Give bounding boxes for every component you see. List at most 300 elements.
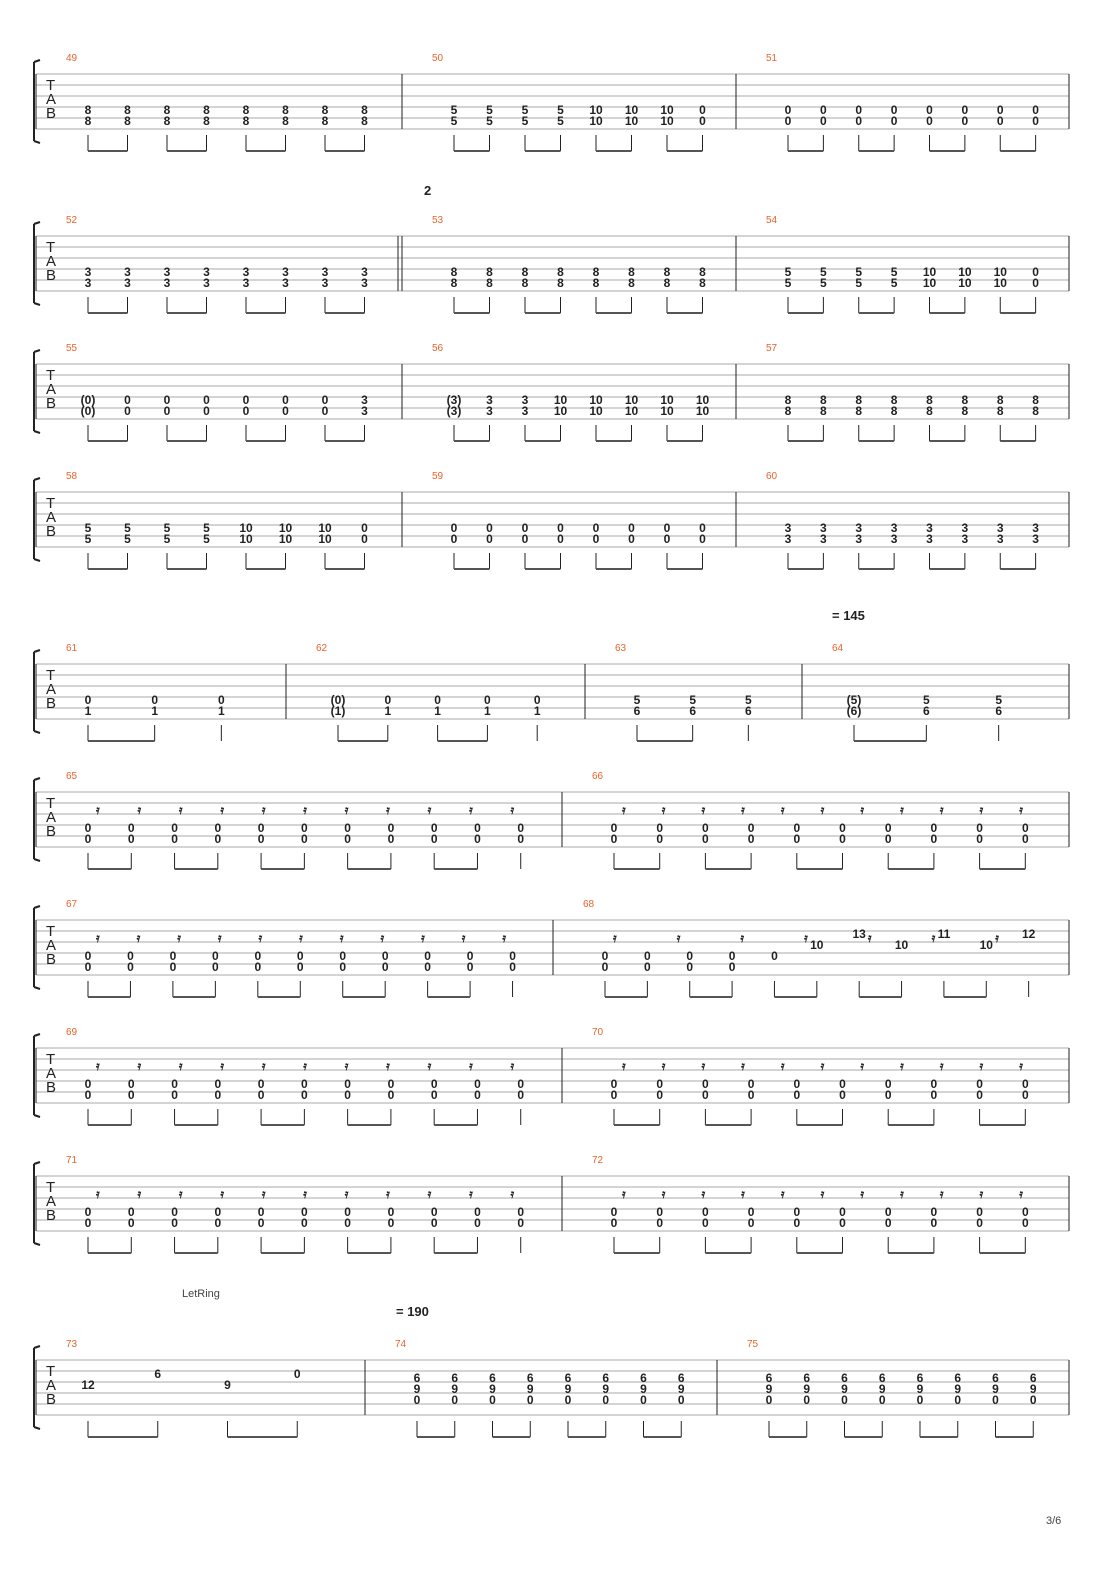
- fret-number: 0: [976, 821, 983, 835]
- fret-number: 12: [81, 1378, 95, 1392]
- fret-number: 5: [557, 103, 564, 117]
- rest-symbol: 𝄿: [676, 931, 681, 945]
- fret-number: 5: [820, 265, 827, 279]
- system-bracket: [34, 60, 40, 143]
- tab-clef-letter: B: [46, 267, 57, 284]
- fret-number: 8: [282, 103, 289, 117]
- fret-number: 0: [282, 404, 289, 418]
- fret-number: 0: [339, 949, 347, 963]
- fret-number: 6: [744, 704, 752, 718]
- measure: [66, 471, 368, 569]
- fret-number: 0: [430, 1216, 438, 1230]
- rest-symbol: 𝄿: [386, 1059, 390, 1073]
- fret-number: 0: [702, 1077, 709, 1091]
- fret-number: 9: [954, 1382, 962, 1396]
- tab-system: [34, 1155, 1069, 1253]
- fret-number: 0: [517, 1205, 525, 1219]
- rest-symbol: 𝄿: [995, 931, 999, 945]
- fret-number: 10: [624, 114, 639, 128]
- rest-symbol: 𝄿: [137, 803, 142, 817]
- rest-symbol: 𝄿: [177, 931, 181, 945]
- fret-number: 0: [564, 1393, 572, 1407]
- rest-symbol: 𝄿: [701, 1059, 706, 1073]
- fret-number: 6: [640, 1371, 647, 1385]
- fret-number: 5: [521, 103, 529, 117]
- fret-number: 0: [127, 1077, 135, 1091]
- fret-number: 0: [301, 1216, 308, 1230]
- fret-number: 8: [855, 404, 863, 418]
- fret-number: 3: [996, 532, 1004, 546]
- fret-number: 5: [203, 532, 210, 546]
- fret-number: 8: [124, 103, 131, 117]
- fret-number: 8: [926, 404, 933, 418]
- fret-number: 10: [894, 938, 909, 952]
- fret-number: 6: [878, 1371, 886, 1385]
- fret-number: 0: [434, 693, 441, 707]
- fret-number: 0: [686, 949, 694, 963]
- fret-number: 0: [212, 949, 219, 963]
- fret-number: 0: [699, 521, 706, 535]
- fret-number: 0: [890, 103, 898, 117]
- fret-number: 0: [127, 1205, 135, 1219]
- fret-number: 6: [633, 704, 641, 718]
- measure: [66, 643, 225, 741]
- fret-number: 0: [214, 1088, 222, 1102]
- rest-symbol: 𝄿: [820, 1187, 825, 1201]
- fret-number: 0: [214, 832, 222, 846]
- fret-number: 8: [996, 393, 1004, 407]
- fret-number: 8: [242, 103, 250, 117]
- tab-clef-letter: B: [46, 523, 57, 540]
- fret-number: 0: [212, 960, 219, 974]
- fret-number: 0: [992, 1393, 999, 1407]
- fret-number: 0: [430, 832, 438, 846]
- measure: [747, 1339, 1037, 1437]
- measure-number: 54: [766, 215, 778, 226]
- fret-number: 0: [644, 960, 651, 974]
- tab-clef-letter: A: [46, 1377, 57, 1394]
- measure-number: 74: [395, 1339, 407, 1350]
- fret-number: 0: [517, 832, 525, 846]
- fret-number: 10: [278, 521, 293, 535]
- tab-clef-letter: A: [46, 937, 57, 954]
- fret-number: 6: [765, 1371, 773, 1385]
- rest-symbol: 𝄿: [510, 1059, 515, 1073]
- fret-number: 8: [926, 393, 933, 407]
- fret-number: 0: [413, 1393, 421, 1407]
- system-bracket: [34, 222, 40, 305]
- tab-clef-letter: A: [46, 91, 57, 108]
- rest-symbol: 𝄿: [867, 931, 872, 945]
- fret-number: 0: [930, 832, 938, 846]
- fret-number: 8: [784, 404, 792, 418]
- fret-number: 6: [413, 1371, 421, 1385]
- fret-number: 10: [278, 532, 293, 546]
- fret-number: 0: [293, 1367, 301, 1381]
- rest-symbol: 𝄿: [96, 803, 100, 817]
- fret-number: 0: [344, 1077, 351, 1091]
- fret-number: 6: [1029, 1371, 1037, 1385]
- fret-number: 8: [628, 265, 635, 279]
- rest-symbol: 𝄿: [939, 1059, 944, 1073]
- tab-clef-letter: A: [46, 1193, 57, 1210]
- fret-number: (0): [80, 393, 96, 407]
- rest-symbol: 𝄿: [178, 803, 183, 817]
- fret-number: 0: [171, 1205, 178, 1219]
- fret-number: 0: [84, 1205, 92, 1219]
- fret-number: 8: [890, 404, 898, 418]
- fret-number: 0: [127, 832, 135, 846]
- fret-number: 0: [254, 960, 262, 974]
- measure: [832, 643, 1002, 741]
- fret-number: 8: [557, 265, 564, 279]
- fret-number: 5: [84, 532, 92, 546]
- rest-symbol: 𝄿: [502, 931, 507, 945]
- rest-symbol: 𝄿: [427, 803, 432, 817]
- measure: [66, 771, 524, 869]
- fret-number: 6: [922, 704, 930, 718]
- fret-number: 6: [803, 1371, 811, 1385]
- fret-number: 0: [242, 393, 250, 407]
- fret-number: 10: [922, 265, 937, 279]
- fret-number: 8: [163, 114, 171, 128]
- tab-system: [34, 53, 1069, 151]
- fret-number: 10: [589, 404, 603, 418]
- fret-number: 0: [169, 949, 177, 963]
- fret-number: 3: [961, 521, 969, 535]
- fret-number: 0: [387, 1088, 395, 1102]
- fret-number: 0: [656, 821, 664, 835]
- fret-number: 0: [344, 1088, 351, 1102]
- measure: [592, 1027, 1029, 1125]
- fret-number: 0: [344, 821, 351, 835]
- systems-layer: [34, 53, 1069, 1437]
- rest-symbol: 𝄿: [931, 931, 936, 945]
- rest-symbol: 𝄿: [303, 1187, 307, 1201]
- fret-number: 0: [747, 1216, 755, 1230]
- fret-number: 8: [996, 404, 1004, 418]
- fret-number: 0: [124, 404, 131, 418]
- fret-number: 0: [1021, 832, 1029, 846]
- fret-number: 0: [803, 1393, 811, 1407]
- fret-number: 3: [163, 276, 171, 290]
- fret-number: 0: [930, 821, 938, 835]
- fret-number: 10: [979, 938, 993, 952]
- fret-number: 0: [384, 693, 392, 707]
- measure: [316, 643, 541, 741]
- fret-number: 3: [124, 276, 131, 290]
- fret-number: 0: [344, 1205, 351, 1219]
- fret-number: 0: [321, 404, 329, 418]
- measure-number: 68: [583, 899, 595, 910]
- rest-symbol: 𝄿: [469, 1187, 473, 1201]
- rest-symbol: 𝄿: [220, 1059, 225, 1073]
- fret-number: 0: [686, 960, 694, 974]
- fret-number: 5: [855, 276, 863, 290]
- fret-number: (3): [446, 404, 462, 418]
- fret-number: 0: [1032, 276, 1039, 290]
- fret-number: 6: [451, 1371, 459, 1385]
- tab-system: [34, 343, 1069, 441]
- fret-number: 6: [602, 1371, 610, 1385]
- fret-number: 8: [961, 393, 969, 407]
- fret-number: 0: [610, 821, 618, 835]
- rest-symbol: 𝄿: [137, 1187, 142, 1201]
- fret-number: 0: [747, 821, 755, 835]
- fret-number: 0: [84, 1216, 92, 1230]
- fret-number: 0: [84, 693, 92, 707]
- fret-number: 0: [728, 960, 736, 974]
- tab-system: [34, 1339, 1069, 1437]
- measure: [66, 1155, 524, 1253]
- fret-number: 0: [557, 532, 564, 546]
- fret-number: 10: [624, 404, 639, 418]
- rest-symbol: 𝄿: [661, 1059, 666, 1073]
- fret-number: 5: [820, 276, 827, 290]
- fret-number: 5: [84, 521, 92, 535]
- fret-number: 0: [517, 1077, 525, 1091]
- fret-number: 3: [486, 393, 493, 407]
- tab-clef-letter: B: [46, 823, 57, 840]
- fret-number: 8: [890, 393, 898, 407]
- measure: [66, 899, 516, 997]
- rest-symbol: 𝄿: [741, 803, 745, 817]
- fret-number: 0: [839, 821, 846, 835]
- measure: [66, 215, 368, 313]
- rest-symbol: 𝄿: [900, 1187, 904, 1201]
- fret-number: 5: [855, 265, 863, 279]
- fret-number: 8: [663, 276, 671, 290]
- fret-number: 8: [282, 114, 289, 128]
- fret-number: 0: [610, 1077, 618, 1091]
- fret-number: 0: [257, 1088, 265, 1102]
- tab-clef-letter: B: [46, 1079, 57, 1096]
- fret-number: 10: [660, 393, 674, 407]
- fret-number: 5: [890, 276, 898, 290]
- fret-number: 0: [296, 960, 304, 974]
- rest-symbol: 𝄿: [386, 1187, 390, 1201]
- fret-number: 8: [321, 114, 329, 128]
- fret-number: 0: [217, 693, 225, 707]
- fret-number: 0: [84, 960, 92, 974]
- fret-number: 8: [820, 393, 827, 407]
- fret-number: 3: [361, 393, 368, 407]
- fret-number: 0: [930, 1216, 938, 1230]
- fret-number: 10: [318, 532, 332, 546]
- fret-number: 0: [656, 1216, 664, 1230]
- fret-number: 9: [564, 1382, 572, 1396]
- fret-number: 0: [171, 821, 178, 835]
- fret-number: 0: [84, 821, 92, 835]
- fret-number: 0: [257, 832, 265, 846]
- fret-number: 3: [1032, 532, 1039, 546]
- fret-number: 0: [84, 832, 92, 846]
- fret-number: 0: [344, 832, 351, 846]
- tab-clef-letter: T: [46, 1363, 56, 1380]
- fret-number: 8: [1032, 404, 1039, 418]
- measure-number: 49: [66, 53, 78, 64]
- system-bracket: [34, 650, 40, 733]
- fret-number: 9: [878, 1382, 886, 1396]
- fret-number: 11: [937, 927, 951, 941]
- rest-symbol: 𝄿: [701, 1187, 706, 1201]
- fret-number: 10: [624, 103, 639, 117]
- fret-number: 12: [1021, 927, 1036, 941]
- fret-number: 0: [84, 1077, 92, 1091]
- fret-number: 10: [589, 103, 603, 117]
- tab-system: [34, 471, 1069, 569]
- fret-number: 0: [890, 114, 898, 128]
- rest-symbol: 𝄿: [860, 1187, 865, 1201]
- fret-number: 9: [526, 1382, 534, 1396]
- fret-number: 0: [257, 1205, 265, 1219]
- fret-number: 8: [450, 276, 458, 290]
- fret-number: 0: [381, 960, 389, 974]
- fret-number: 0: [169, 960, 177, 974]
- rest-symbol: 𝄿: [344, 803, 349, 817]
- fret-number: 0: [127, 1216, 135, 1230]
- measure: [766, 53, 1039, 151]
- rest-symbol: 𝄿: [900, 1059, 904, 1073]
- fret-number: 0: [793, 1216, 801, 1230]
- fret-number: 6: [954, 1371, 962, 1385]
- fret-number: 0: [451, 1393, 459, 1407]
- fret-number: 1: [84, 704, 92, 718]
- fret-number: 3: [321, 276, 329, 290]
- fret-number: 0: [430, 1077, 438, 1091]
- rest-symbol: 𝄿: [261, 1187, 266, 1201]
- fret-number: 0: [640, 1393, 647, 1407]
- measure: [66, 53, 368, 151]
- fret-number: 0: [884, 1205, 892, 1219]
- fret-number: 3: [361, 404, 368, 418]
- rest-symbol: 𝄿: [661, 803, 666, 817]
- fret-number: 0: [784, 114, 792, 128]
- measure-number: 50: [432, 53, 444, 64]
- fret-number: 0: [214, 1216, 222, 1230]
- fret-number: 0: [820, 114, 827, 128]
- section-number: 2: [424, 183, 432, 198]
- rest-symbol: 𝄿: [939, 1187, 944, 1201]
- fret-number: 0: [976, 832, 983, 846]
- fret-number: 0: [387, 1077, 395, 1091]
- rest-symbol: 𝄿: [780, 1187, 785, 1201]
- fret-number: 0: [301, 1077, 308, 1091]
- fret-number: (1): [330, 704, 346, 718]
- measure: [592, 771, 1029, 869]
- fret-number: 0: [424, 960, 431, 974]
- fret-number: 5: [486, 114, 493, 128]
- fret-number: 0: [820, 103, 827, 117]
- fret-number: 0: [430, 1088, 438, 1102]
- fret-number: 8: [84, 114, 92, 128]
- fret-number: 6: [564, 1371, 572, 1385]
- tab-system: [34, 643, 1069, 741]
- fret-number: 3: [124, 265, 131, 279]
- fret-number: 3: [321, 265, 329, 279]
- rest-symbol: 𝄿: [900, 803, 904, 817]
- fret-number: 0: [610, 1216, 618, 1230]
- fret-number: 10: [660, 404, 674, 418]
- tab-clef-letter: T: [46, 1051, 56, 1068]
- fret-number: 5: [124, 521, 131, 535]
- fret-number: 0: [387, 1205, 395, 1219]
- fret-number: 6: [992, 1371, 999, 1385]
- fret-number: 5: [450, 103, 458, 117]
- measure: [66, 1027, 524, 1125]
- fret-number: 3: [84, 265, 92, 279]
- fret-number: 0: [521, 532, 529, 546]
- fret-number: 6: [916, 1371, 924, 1385]
- rest-symbol: 𝄿: [339, 931, 344, 945]
- fret-number: 3: [242, 276, 250, 290]
- fret-number: 0: [171, 832, 178, 846]
- fret-number: 0: [171, 1088, 178, 1102]
- fret-number: 0: [242, 404, 250, 418]
- fret-number: 9: [677, 1382, 685, 1396]
- rest-symbol: 𝄿: [96, 1059, 100, 1073]
- fret-number: 0: [884, 821, 892, 835]
- fret-number: 0: [361, 521, 368, 535]
- fret-number: 6: [841, 1371, 848, 1385]
- measure-number: 52: [66, 215, 78, 226]
- fret-number: 0: [702, 821, 709, 835]
- fret-number: 8: [820, 404, 827, 418]
- fret-number: 0: [257, 1077, 265, 1091]
- fret-number: 3: [890, 532, 898, 546]
- fret-number: 0: [601, 960, 609, 974]
- fret-number: 0: [450, 521, 458, 535]
- rest-symbol: 𝄿: [261, 1059, 266, 1073]
- fret-number: 8: [124, 114, 131, 128]
- rest-symbol: 𝄿: [178, 1187, 183, 1201]
- tab-clef-letter: A: [46, 681, 57, 698]
- fret-number: 0: [466, 949, 474, 963]
- fret-number: 3: [521, 393, 529, 407]
- tab-clef-letter: B: [46, 1391, 57, 1408]
- fret-number: 0: [127, 1088, 135, 1102]
- fret-number: 3: [361, 276, 368, 290]
- system-bracket: [34, 1162, 40, 1245]
- system-bracket: [34, 1346, 40, 1429]
- fret-number: 0: [171, 1077, 178, 1091]
- fret-number: 0: [484, 693, 491, 707]
- fret-number: 0: [610, 832, 618, 846]
- fret-number: 0: [127, 821, 135, 835]
- measure: [583, 899, 1036, 997]
- fret-number: 0: [601, 949, 609, 963]
- fret-number: 0: [699, 103, 706, 117]
- fret-number: 3: [961, 532, 969, 546]
- fret-number: 0: [976, 1077, 983, 1091]
- fret-number: 0: [610, 1088, 618, 1102]
- fret-number: 0: [765, 1393, 773, 1407]
- fret-number: 0: [747, 1077, 755, 1091]
- tab-clef-letter: T: [46, 367, 56, 384]
- fret-number: 0: [526, 1393, 534, 1407]
- fret-number: 0: [151, 693, 159, 707]
- fret-number: 8: [855, 393, 863, 407]
- fret-number: 0: [702, 1205, 709, 1219]
- fret-number: 0: [509, 960, 516, 974]
- rest-symbol: 𝄿: [258, 931, 263, 945]
- fret-number: 0: [926, 114, 933, 128]
- rest-symbol: 𝄿: [740, 931, 745, 945]
- measure-number: 64: [832, 643, 844, 654]
- fret-number: 3: [820, 532, 827, 546]
- rest-symbol: 𝄿: [303, 1059, 307, 1073]
- fret-number: 0: [839, 1216, 846, 1230]
